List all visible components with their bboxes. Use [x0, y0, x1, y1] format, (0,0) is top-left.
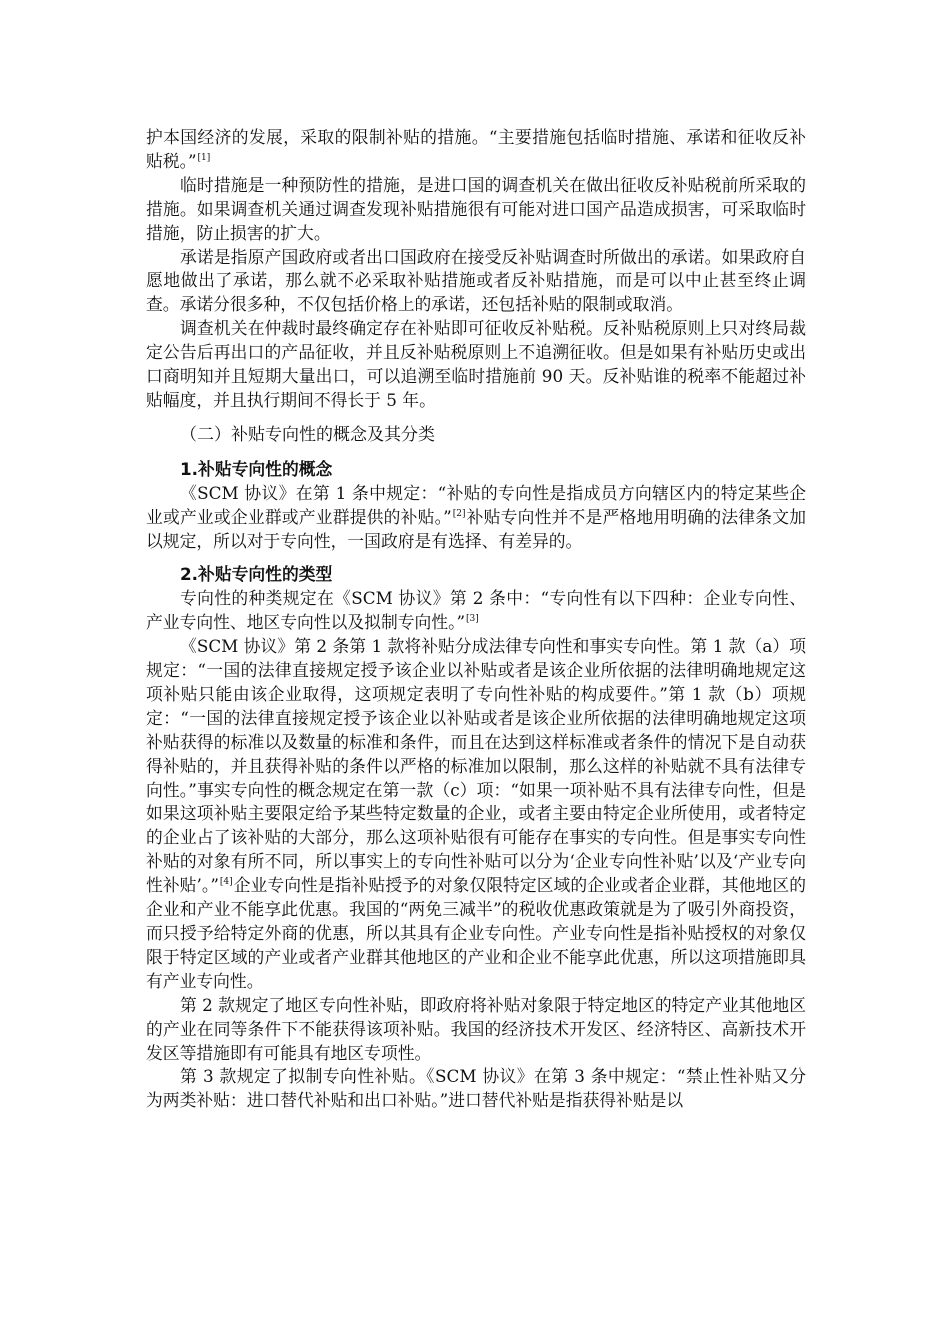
paragraph — [146, 635, 806, 994]
paragraph-text: 《SCM 协议》第 2 条第 1 款将补贴分成法律专向性和事实专向性。第 1 款（a）项规定：“一国的法律直接规定授予该企业以补贴或者是该企业所依据的法律明确地规定这项补贴只能由该企业取得，这项规定表明了专向性补贴的构成要件。”第 1 款（b）项规定：“一国的法律直接规定授予该企业以补贴或者是该企业所依据的法律明确地规定这项补贴获得的标准以及数量的标准和条件，而且在达到这样标准或者条件的情况下是自动获得补贴的，并且获得补贴的条件以严格的标准加以限制，那么这样的补贴就不具有法律专向性。”事实专向性的概念规定在第一款（c）项：“如果一项补贴不具有法律专向性，但是如果这项补贴主要限定给予某些特定数量的企业，或者主要由特定企业所使用，或者特定的企业占了该补贴的大部分，那么这项补贴很有可能存在事实的专向性。但是事实专向性补贴的对象有所不同，所以事实上的专向性补贴可以分为‘企业专向性补贴’以及‘产业专向性补贴’。” — [146, 636, 806, 896]
paragraph — [146, 587, 806, 635]
paragraph-text: 《SCM 协议》在第 1 条中规定：“补贴的专向性是指成员方向辖区内的特定某些企业或产业或企业群或产业群提供的补贴。” — [146, 482, 806, 527]
paragraph: 调查机关在仲裁时最终确定存在补贴即可征收反补贴税。反补贴税原则上只对终局裁定公告后再出口的产品征收，并且反补贴税原则上不追溯征收。但是如果有补贴历史或出口商明知并且短期大量出口，可以追溯至临时措施前 90 天。反补贴谁的税率不能超过补贴幅度，并且执行期间不得长于 5 年。 — [146, 318, 806, 410]
paragraph-text: 专向性的种类规定在《SCM 协议》第 2 条中：“专向性有以下四种：企业专向性、产业专向性、地区专向性以及拟制专向性。” — [146, 588, 806, 633]
subsection-heading: 1.补贴专向性的概念 — [180, 458, 333, 479]
paragraph-text: 护本国经济的发展，采取的限制补贴的措施。“主要措施包括临时措施、承诺和征收反补贴税。” — [146, 127, 806, 171]
paragraph: 第 2 款规定了地区专向性补贴，即政府将补贴对象限于特定地区的特定产业其他地区的产业在同等条件下不能获得该项补贴。我国的经济技术开发区、经济特区、高新技术开发区等措施即有可能具有地区专项性。 — [146, 994, 806, 1063]
citation-ref: [2] — [452, 508, 466, 519]
citation-ref: [1] — [197, 152, 211, 163]
section-heading: （二）补贴专向性的概念及其分类 — [180, 424, 435, 445]
paragraph-text: 企业专向性是指补贴授予的对象仅限特定区域的企业或者企业群，其他地区的企业和产业不能享此优惠。我国的“两免三减半”的税收优惠政策就是为了吸引外商投资，而只授予给特定外商的优惠，所以其具有企业专向性。产业专向性是指补贴授权的对象仅限于特定区域的产业或者产业群其他地区的产业和企业不能享此优惠，所以这项措施即具有产业专向性。 — [146, 875, 806, 991]
citation-ref: [3] — [466, 614, 479, 625]
paragraph — [146, 482, 806, 554]
subsection-heading: 2.补贴专向性的类型 — [180, 564, 333, 585]
paragraph: 临时措施是一种预防性的措施，是进口国的调查机关在做出征收反补贴税前所采取的措施。如果调查机关通过调查发现补贴措施很有可能对进口国产品造成损害，可采取临时措施，防止损害的扩大。 — [146, 174, 806, 243]
citation-ref: [4] — [219, 877, 233, 888]
document-page — [146, 126, 806, 1113]
paragraph — [146, 126, 806, 174]
paragraph: 承诺是指原产国政府或者出口国政府在接受反补贴调查时所做出的承诺。如果政府自愿地做出了承诺，那么就不必采取补贴措施或者反补贴措施，而是可以中止甚至终止调查。承诺分很多种，不仅包括价格上的承诺，还包括补贴的限制或取消。 — [146, 246, 806, 315]
paragraph-text: 补贴专向性并不是严格地用明确的法律条文加以规定，所以对于专向性，一国政府是有选择、有差异的。 — [146, 506, 806, 551]
paragraph: 第 3 款规定了拟制专向性补贴。《SCM 协议》在第 3 条中规定：“禁止性补贴又分为两类补贴：进口替代补贴和出口补贴。”进口替代补贴是指获得补贴是以 — [146, 1066, 806, 1111]
